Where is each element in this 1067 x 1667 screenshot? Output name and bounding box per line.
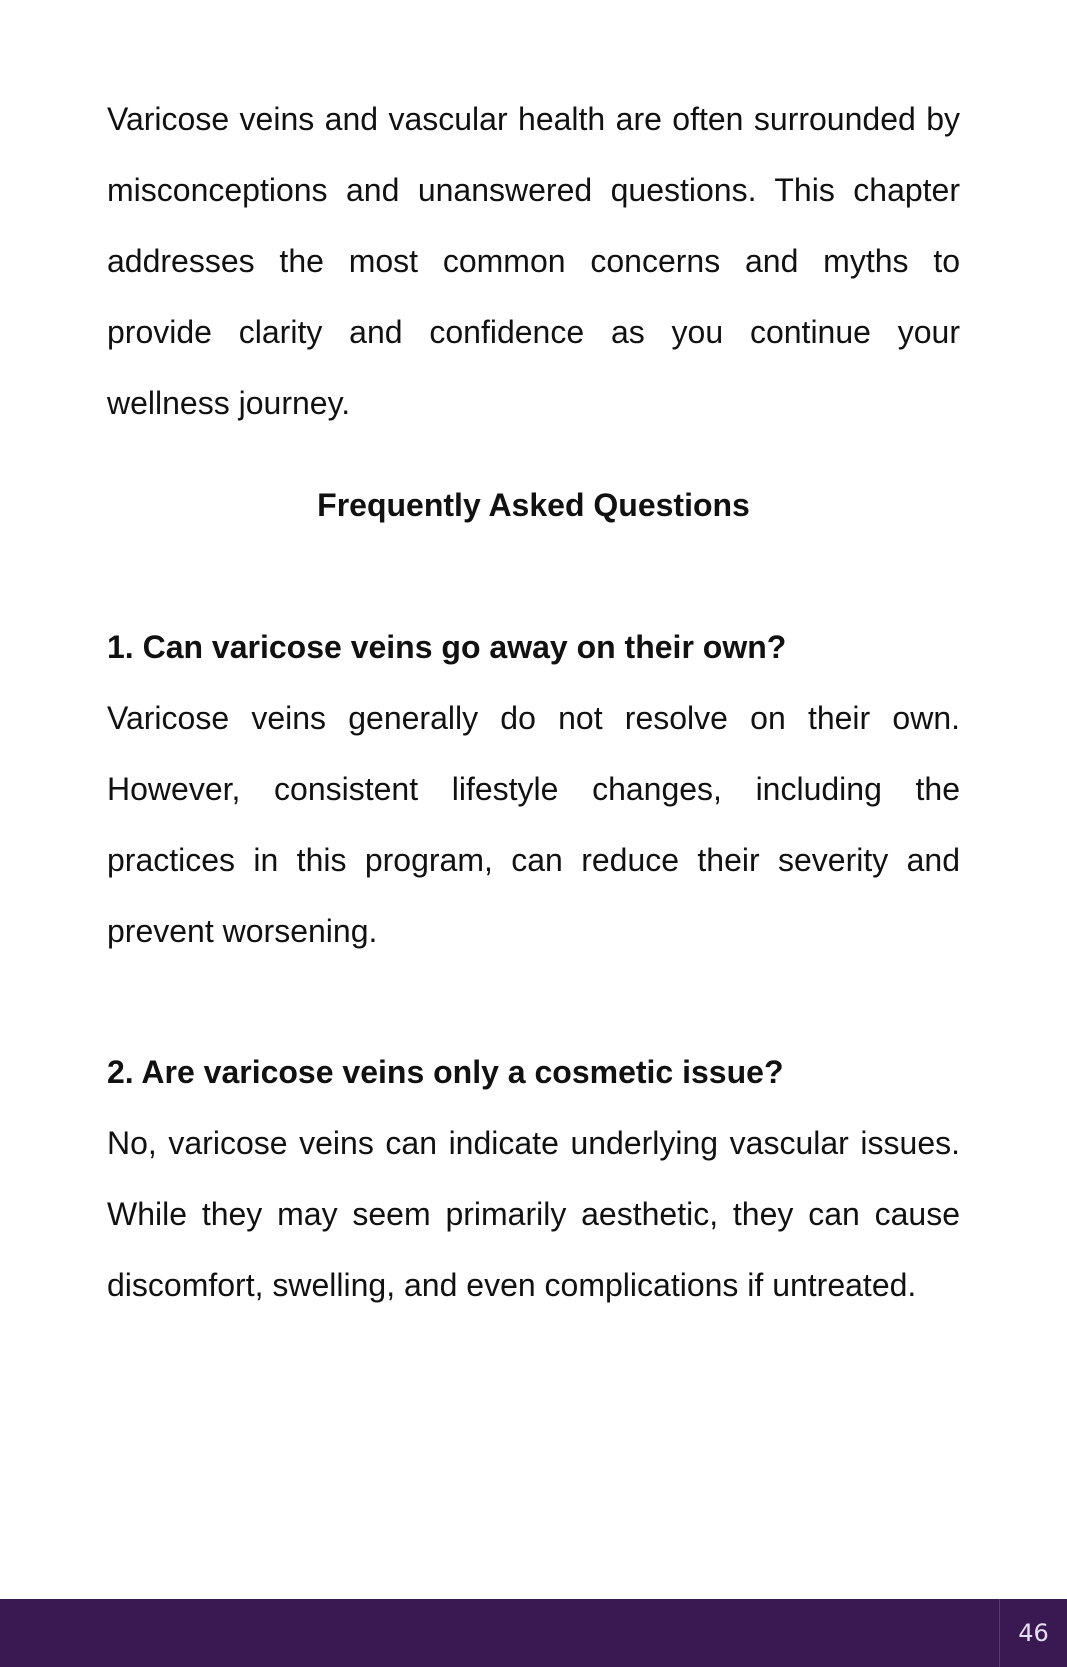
footer-bar <box>0 1599 1067 1667</box>
faq-answer-1: Varicose veins generally do not resolve on their own. However, consistent lifestyle changes, including the practices in this program, can reduce their severity and prevent worsening. <box>107 700 960 949</box>
faq-question-1: 1. Can varicose veins go away on their own? <box>107 629 787 665</box>
page-number: 46 <box>999 1599 1067 1667</box>
intro-paragraph: Varicose veins and vascular health are often surrounded by misconceptions and unanswered questions. This chapter addresses the most common concerns and myths to provide clarity and confidence as you continue your wellness journey. <box>107 101 960 421</box>
faq-question-2: 2. Are varicose veins only a cosmetic issue? <box>107 1054 784 1090</box>
section-heading: Frequently Asked Questions <box>317 487 750 523</box>
faq-answer-2: No, varicose veins can indicate underlying vascular issues. While they may seem primarily aesthetic, they can cause discomfort, swelling, and even complications if untreated. <box>107 1125 960 1303</box>
